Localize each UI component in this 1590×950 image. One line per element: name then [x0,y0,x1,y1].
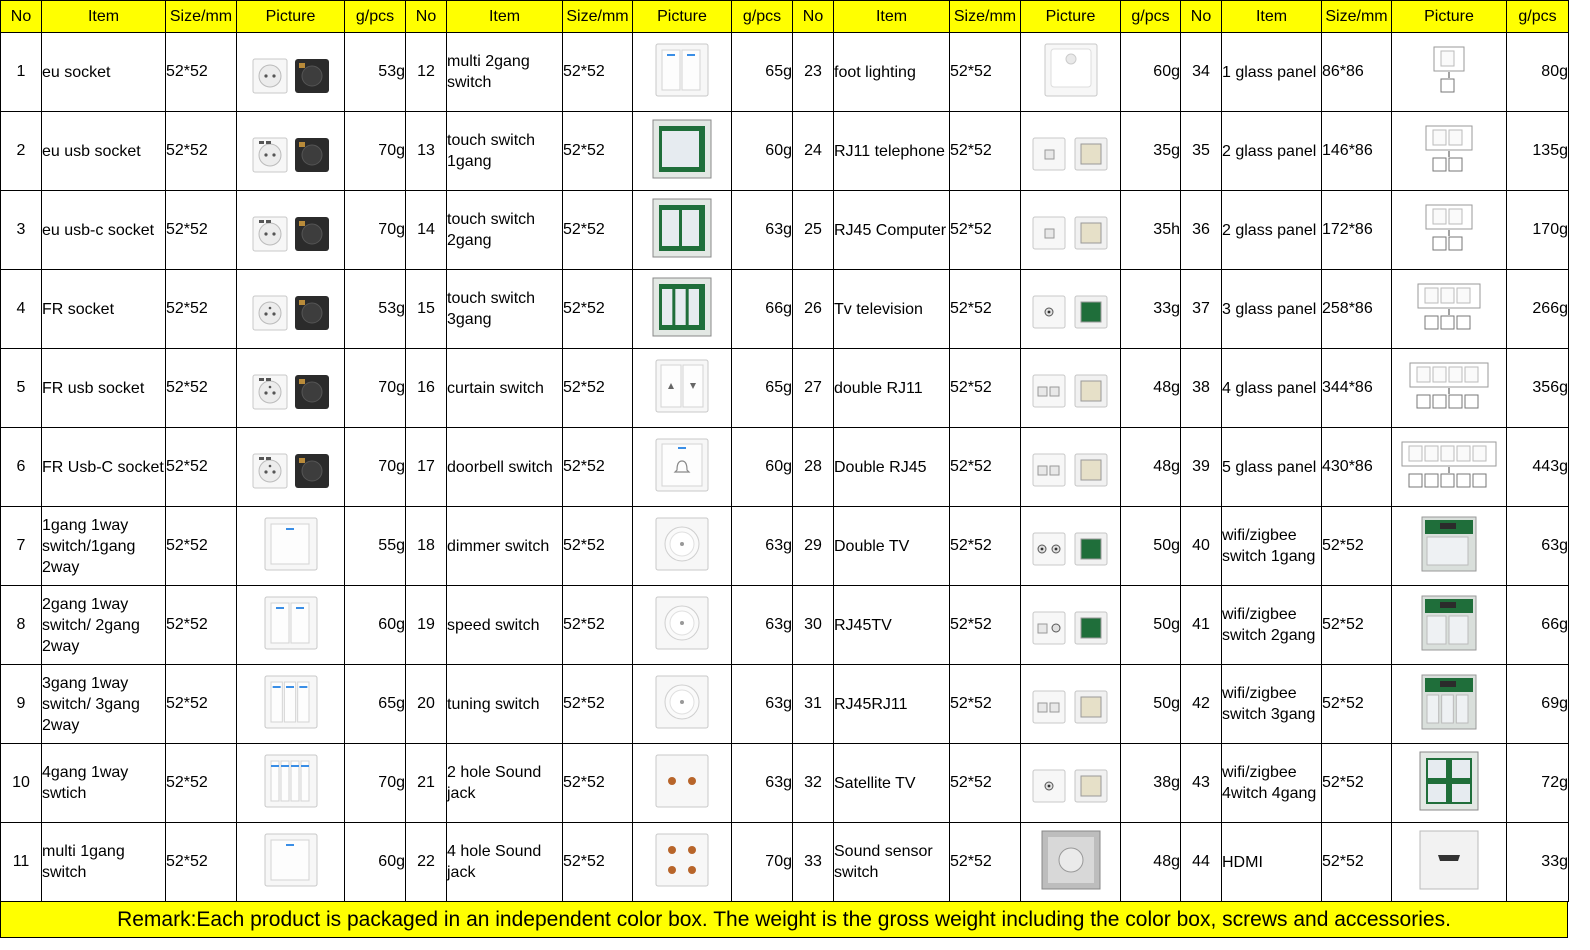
item-weight: 63g [732,191,793,270]
item-number: 7 [1,507,42,586]
item-name: wifi/zigbee switch 2gang [1222,586,1322,665]
item-size: 52*52 [563,586,633,665]
remark-banner: Remark:Each product is packaged in an independent color box. The weight is the gross weight including the color box, screws and accessories. [0,902,1568,938]
item-number: 39 [1181,428,1222,507]
item-name: Sound sensor switch [834,823,950,902]
item-name: touch switch 1gang [447,112,563,191]
item-picture [1392,428,1507,507]
item-size: 52*52 [950,33,1021,112]
item-size: 52*52 [166,33,237,112]
item-picture [237,270,345,349]
item-picture [1392,191,1507,270]
product-image [258,827,324,898]
header-cell: Item [42,1,166,33]
item-weight: 50g [1121,665,1181,744]
item-name: multi 1gang switch [42,823,166,902]
item-picture [633,33,732,112]
item-picture [1021,270,1121,349]
item-weight: 60g [1121,33,1181,112]
item-picture [237,507,345,586]
item-name: speed switch [447,586,563,665]
item-number: 16 [406,349,447,428]
product-image [245,355,337,422]
item-weight: 63g [732,744,793,823]
item-size: 52*52 [950,507,1021,586]
item-size: 172*86 [1322,191,1392,270]
table-row [1,112,1569,191]
item-weight: 65g [732,33,793,112]
product-image [258,590,324,661]
item-number: 13 [406,112,447,191]
item-weight: 60g [345,586,406,665]
header-cell: Item [447,1,563,33]
item-weight: 70g [345,191,406,270]
header-cell: Picture [1392,1,1507,33]
header-cell: Size/mm [950,1,1021,33]
item-picture [237,349,345,428]
table-row [1,191,1569,270]
item-name: 3 glass panel [1222,270,1322,349]
item-picture [237,744,345,823]
header-cell: No [406,1,447,33]
item-name: FR usb socket [42,349,166,428]
item-picture [633,191,732,270]
item-name: RJ45 Computer [834,191,950,270]
item-picture [1021,33,1121,112]
item-name: wifi/zigbee switch 3gang [1222,665,1322,744]
product-image [649,511,715,582]
item-weight: 35h [1121,191,1181,270]
item-name: wifi/zigbee switch 1gang [1222,507,1322,586]
item-weight: 48g [1121,428,1181,507]
item-picture [237,112,345,191]
header-cell: Picture [1021,1,1121,33]
item-weight: 53g [345,33,406,112]
item-picture [237,191,345,270]
item-picture [1392,270,1507,349]
item-weight: 80g [1507,33,1569,112]
table-body [1,33,1569,902]
item-number: 30 [793,586,834,665]
item-number: 34 [1181,33,1222,112]
item-name: multi 2gang switch [447,33,563,112]
product-image [258,748,324,819]
item-name: 2 hole Sound jack [447,744,563,823]
item-name: 4 glass panel [1222,349,1322,428]
item-weight: 63g [732,665,793,744]
item-name: dimmer switch [447,507,563,586]
item-number: 41 [1181,586,1222,665]
item-size: 52*52 [950,823,1021,902]
item-picture [633,744,732,823]
item-picture [237,823,345,902]
item-size: 52*52 [1322,586,1392,665]
item-picture [237,586,345,665]
item-size: 52*52 [563,744,633,823]
item-weight: 53g [345,270,406,349]
item-number: 11 [1,823,42,902]
product-image [258,669,324,740]
item-number: 23 [793,33,834,112]
header-cell: Picture [237,1,345,33]
item-weight: 63g [1507,507,1569,586]
item-weight: 135g [1507,112,1569,191]
item-number: 14 [406,191,447,270]
item-name: 4 hole Sound jack [447,823,563,902]
header-cell: Size/mm [563,1,633,33]
item-size: 52*52 [563,349,633,428]
item-picture [633,665,732,744]
item-number: 42 [1181,665,1222,744]
product-image [1025,197,1117,264]
header-cell: g/pcs [1507,1,1569,33]
item-name: eu usb-c socket [42,191,166,270]
table-row [1,586,1569,665]
item-name: foot lighting [834,33,950,112]
item-size: 52*52 [563,33,633,112]
item-weight: 70g [345,112,406,191]
item-weight: 50g [1121,586,1181,665]
item-name: 5 glass panel [1222,428,1322,507]
item-name: 2 glass panel [1222,112,1322,191]
header-cell: Size/mm [1322,1,1392,33]
item-number: 17 [406,428,447,507]
product-image [1038,37,1104,108]
item-name: 2gang 1way switch/ 2gang 2way [42,586,166,665]
item-size: 52*52 [563,112,633,191]
item-number: 4 [1,270,42,349]
product-image [1416,748,1482,819]
product-image [1025,276,1117,343]
item-picture [1392,823,1507,902]
item-size: 52*52 [563,270,633,349]
item-name: 1gang 1way switch/1gang 2way [42,507,166,586]
product-image [1399,276,1499,343]
product-image [1399,355,1499,422]
item-picture [237,665,345,744]
item-weight: 170g [1507,191,1569,270]
item-number: 5 [1,349,42,428]
product-image [1025,671,1117,738]
product-image [1025,118,1117,185]
item-picture [1021,112,1121,191]
item-weight: 72g [1507,744,1569,823]
item-picture [1392,349,1507,428]
item-weight: 66g [732,270,793,349]
item-size: 52*52 [950,270,1021,349]
item-number: 22 [406,823,447,902]
product-image [649,274,715,345]
item-number: 37 [1181,270,1222,349]
item-number: 27 [793,349,834,428]
item-number: 2 [1,112,42,191]
item-size: 52*52 [1322,823,1392,902]
item-name: 1 glass panel [1222,33,1322,112]
item-size: 52*52 [950,665,1021,744]
item-size: 52*52 [166,428,237,507]
product-image [245,434,337,501]
item-size: 52*52 [1322,507,1392,586]
product-image [1025,750,1117,817]
item-weight: 60g [732,112,793,191]
item-size: 52*52 [166,586,237,665]
product-image [1399,118,1499,185]
item-picture [633,270,732,349]
item-name: RJ11 telephone [834,112,950,191]
item-name: 4gang 1way swtich [42,744,166,823]
product-image [649,590,715,661]
item-number: 15 [406,270,447,349]
item-picture [1021,586,1121,665]
item-size: 52*52 [563,507,633,586]
table-row [1,744,1569,823]
item-size: 52*52 [166,823,237,902]
item-number: 1 [1,33,42,112]
item-picture [633,507,732,586]
item-size: 52*52 [563,823,633,902]
item-picture [237,33,345,112]
item-picture [1021,428,1121,507]
table-row [1,428,1569,507]
item-name: eu socket [42,33,166,112]
item-name: Double TV [834,507,950,586]
product-image [649,432,715,503]
header-cell: No [1,1,42,33]
item-picture [1021,665,1121,744]
item-picture [1392,744,1507,823]
item-name: RJ45RJ11 [834,665,950,744]
item-size: 52*52 [950,191,1021,270]
item-weight: 35g [1121,112,1181,191]
item-name: curtain switch [447,349,563,428]
item-size: 52*52 [563,665,633,744]
item-size: 52*52 [166,270,237,349]
item-number: 44 [1181,823,1222,902]
item-name: HDMI [1222,823,1322,902]
item-number: 40 [1181,507,1222,586]
item-picture [1392,112,1507,191]
item-weight: 70g [345,428,406,507]
product-image [1025,513,1117,580]
item-weight: 65g [732,349,793,428]
table-row [1,349,1569,428]
item-size: 52*52 [563,191,633,270]
product-image [649,748,715,819]
item-picture [1021,349,1121,428]
item-size: 258*86 [1322,270,1392,349]
item-weight: 70g [345,744,406,823]
item-picture [633,112,732,191]
table-row [1,665,1569,744]
item-size: 86*86 [1322,33,1392,112]
product-image [1399,197,1499,264]
product-image [1416,590,1482,661]
product-image [649,195,715,266]
item-number: 33 [793,823,834,902]
item-number: 31 [793,665,834,744]
item-number: 38 [1181,349,1222,428]
item-picture [1021,507,1121,586]
item-picture [1392,586,1507,665]
item-name: RJ45TV [834,586,950,665]
item-weight: 33g [1507,823,1569,902]
item-size: 52*52 [166,349,237,428]
product-image [649,353,715,424]
product-image [245,197,337,264]
product-image [649,116,715,187]
item-size: 146*86 [1322,112,1392,191]
product-image [649,669,715,740]
header-cell: No [793,1,834,33]
table-row [1,270,1569,349]
item-size: 52*52 [950,428,1021,507]
item-picture [1021,744,1121,823]
item-number: 28 [793,428,834,507]
item-size: 430*86 [1322,428,1392,507]
header-cell: Size/mm [166,1,237,33]
header-cell: g/pcs [345,1,406,33]
item-name: eu usb socket [42,112,166,191]
item-number: 25 [793,191,834,270]
item-size: 52*52 [950,349,1021,428]
item-number: 29 [793,507,834,586]
item-number: 18 [406,507,447,586]
item-name: Double RJ45 [834,428,950,507]
header-cell: Item [1222,1,1322,33]
item-picture [633,349,732,428]
item-number: 10 [1,744,42,823]
item-number: 9 [1,665,42,744]
item-weight: 48g [1121,823,1181,902]
item-weight: 69g [1507,665,1569,744]
item-picture [1392,33,1507,112]
item-number: 8 [1,586,42,665]
item-picture [1392,507,1507,586]
item-weight: 63g [732,507,793,586]
item-number: 12 [406,33,447,112]
item-weight: 38g [1121,744,1181,823]
item-weight: 70g [345,349,406,428]
item-size: 344*86 [1322,349,1392,428]
header-cell: No [1181,1,1222,33]
item-weight: 60g [345,823,406,902]
table-row [1,823,1569,902]
item-name: 2 glass panel [1222,191,1322,270]
item-number: 6 [1,428,42,507]
item-number: 20 [406,665,447,744]
item-size: 52*52 [166,191,237,270]
header-row [1,1,1569,33]
item-size: 52*52 [166,665,237,744]
table-header [1,1,1569,33]
product-image [1416,827,1482,898]
item-size: 52*52 [950,112,1021,191]
item-size: 52*52 [563,428,633,507]
item-picture [1021,823,1121,902]
item-picture [633,586,732,665]
item-weight: 50g [1121,507,1181,586]
item-number: 26 [793,270,834,349]
item-number: 32 [793,744,834,823]
item-picture [1392,665,1507,744]
item-size: 52*52 [166,744,237,823]
item-weight: 66g [1507,586,1569,665]
item-number: 35 [1181,112,1222,191]
item-weight: 55g [345,507,406,586]
item-number: 24 [793,112,834,191]
item-size: 52*52 [166,507,237,586]
item-name: Tv television [834,270,950,349]
item-name: Satellite TV [834,744,950,823]
item-name: doorbell switch [447,428,563,507]
product-image [245,39,337,106]
item-size: 52*52 [950,744,1021,823]
item-size: 52*52 [1322,744,1392,823]
product-image [1399,434,1499,501]
item-weight: 65g [345,665,406,744]
item-weight: 33g [1121,270,1181,349]
item-name: 3gang 1way switch/ 3gang 2way [42,665,166,744]
item-name: FR socket [42,270,166,349]
item-number: 36 [1181,191,1222,270]
item-weight: 266g [1507,270,1569,349]
item-name: wifi/zigbee 4witch 4gang [1222,744,1322,823]
item-picture [237,428,345,507]
item-weight: 48g [1121,349,1181,428]
header-cell: Picture [633,1,732,33]
header-cell: g/pcs [732,1,793,33]
item-picture [1021,191,1121,270]
product-image [1025,592,1117,659]
item-name: touch switch 3gang [447,270,563,349]
product-image [245,118,337,185]
product-image [1025,355,1117,422]
product-image [1399,39,1499,106]
item-size: 52*52 [1322,665,1392,744]
product-image [1416,511,1482,582]
product-image [1416,669,1482,740]
product-image [1025,434,1117,501]
product-image [1038,827,1104,898]
header-cell: g/pcs [1121,1,1181,33]
item-weight: 60g [732,428,793,507]
item-weight: 63g [732,586,793,665]
product-image [649,37,715,108]
header-cell: Item [834,1,950,33]
item-picture [633,823,732,902]
item-number: 19 [406,586,447,665]
item-name: double RJ11 [834,349,950,428]
item-number: 3 [1,191,42,270]
product-image [245,276,337,343]
item-name: FR Usb-C socket [42,428,166,507]
item-number: 43 [1181,744,1222,823]
item-size: 52*52 [166,112,237,191]
item-weight: 356g [1507,349,1569,428]
item-size: 52*52 [950,586,1021,665]
item-weight: 443g [1507,428,1569,507]
product-image [258,511,324,582]
table-row [1,507,1569,586]
item-weight: 70g [732,823,793,902]
item-number: 21 [406,744,447,823]
product-image [649,827,715,898]
item-name: tuning switch [447,665,563,744]
item-name: touch switch 2gang [447,191,563,270]
table-row [1,33,1569,112]
item-picture [633,428,732,507]
